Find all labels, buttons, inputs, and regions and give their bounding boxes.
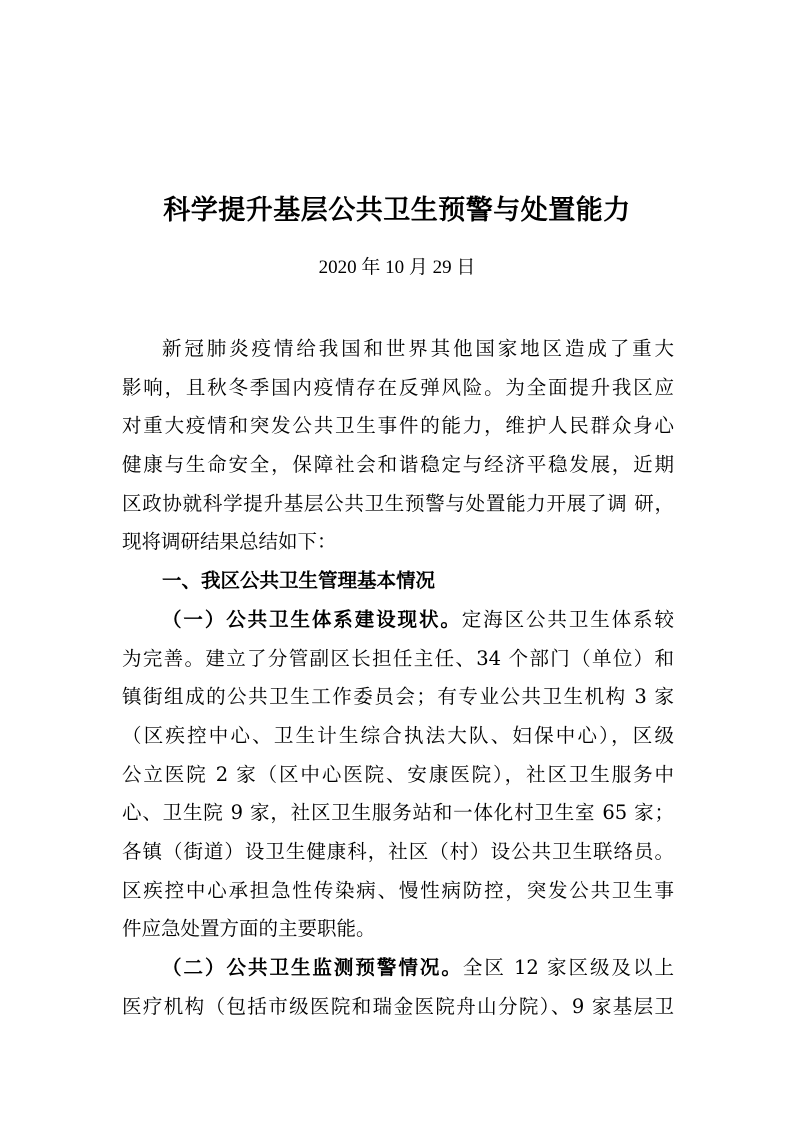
body-line-text: 全区 12 家区级及以上 [462,956,674,979]
section-heading [122,562,674,601]
body-line [122,717,674,756]
body-line-text: 影响，且秋冬季国内疫情存在反弹风险。为全面提升我区应 [122,375,674,399]
body-line-text: 区疾控中心承担急性传染病、慢性病防控，突发公共卫生事 [122,878,674,902]
subsection-heading: （一）公共卫生体系建设现状。 [162,607,462,631]
body-line-text: 镇街组成的公共卫生工作委员会；有专业公共卫生机构 3 家 [122,685,674,709]
body-line [122,330,674,369]
body-line [122,833,674,872]
body-line-text: 公立医院 2 家（区中心医院、安康医院），社区卫生服务中 [122,762,674,786]
body-line [122,523,674,562]
body-line [122,794,674,833]
body-line [122,872,674,911]
body-line [122,988,674,1027]
document-title: 科学提升基层公共卫生预警与处置能力 [163,195,631,226]
body-line [122,640,674,679]
body-line [122,369,674,408]
body-line-text: 对重大疫情和突发公共卫生事件的能力，维护人民群众身心 [122,414,674,438]
body-line [122,756,674,795]
body-line-text: （区疾控中心、卫生计生综合执法大队、妇保中心），区级 [122,723,674,747]
body-line-text: 健康与生命安全，保障社会和谐稳定与经济平稳发展，近期 [122,453,674,477]
body-line-text: 定海区公共卫生体系较 [461,607,674,631]
body-line-text: 为完善。建立了分管副区长担任主任、34 个部门（单位）和 [122,646,674,670]
section-heading-text: 一、我区公共卫生管理基本情况 [162,569,436,593]
body-line-text: 现将调研结果总结如下： [122,530,337,554]
document-body [122,330,674,1026]
body-line-text: 心、卫生院 9 家，社区卫生服务站和一体化村卫生室 65 家； [122,801,674,825]
body-line-text: 医疗机构（包括市级医院和瑞金医院舟山分院）、9 家基层卫 [122,994,674,1018]
body-line-text: 件应急处置方面的主要职能。 [122,917,376,941]
body-line [122,949,674,988]
body-line [122,407,674,446]
body-line-text: 区政协就科学提升基层公共卫生预警与处置能力开展了调 研， [122,491,674,515]
body-line [122,446,674,485]
body-line [122,485,674,524]
body-line-text: 各镇（街道）设卫生健康科，社区（村）设公共卫生联络员。 [122,839,674,863]
body-line-text: 新冠肺炎疫情给我国和世界其他国家地区造成了重大 [162,337,674,360]
document-date: 2020 年 10 月 29 日 [318,257,476,278]
body-line [122,678,674,717]
subsection-heading: （二）公共卫生监测预警情况。 [162,956,463,979]
body-line [122,910,674,949]
body-line [122,601,674,640]
